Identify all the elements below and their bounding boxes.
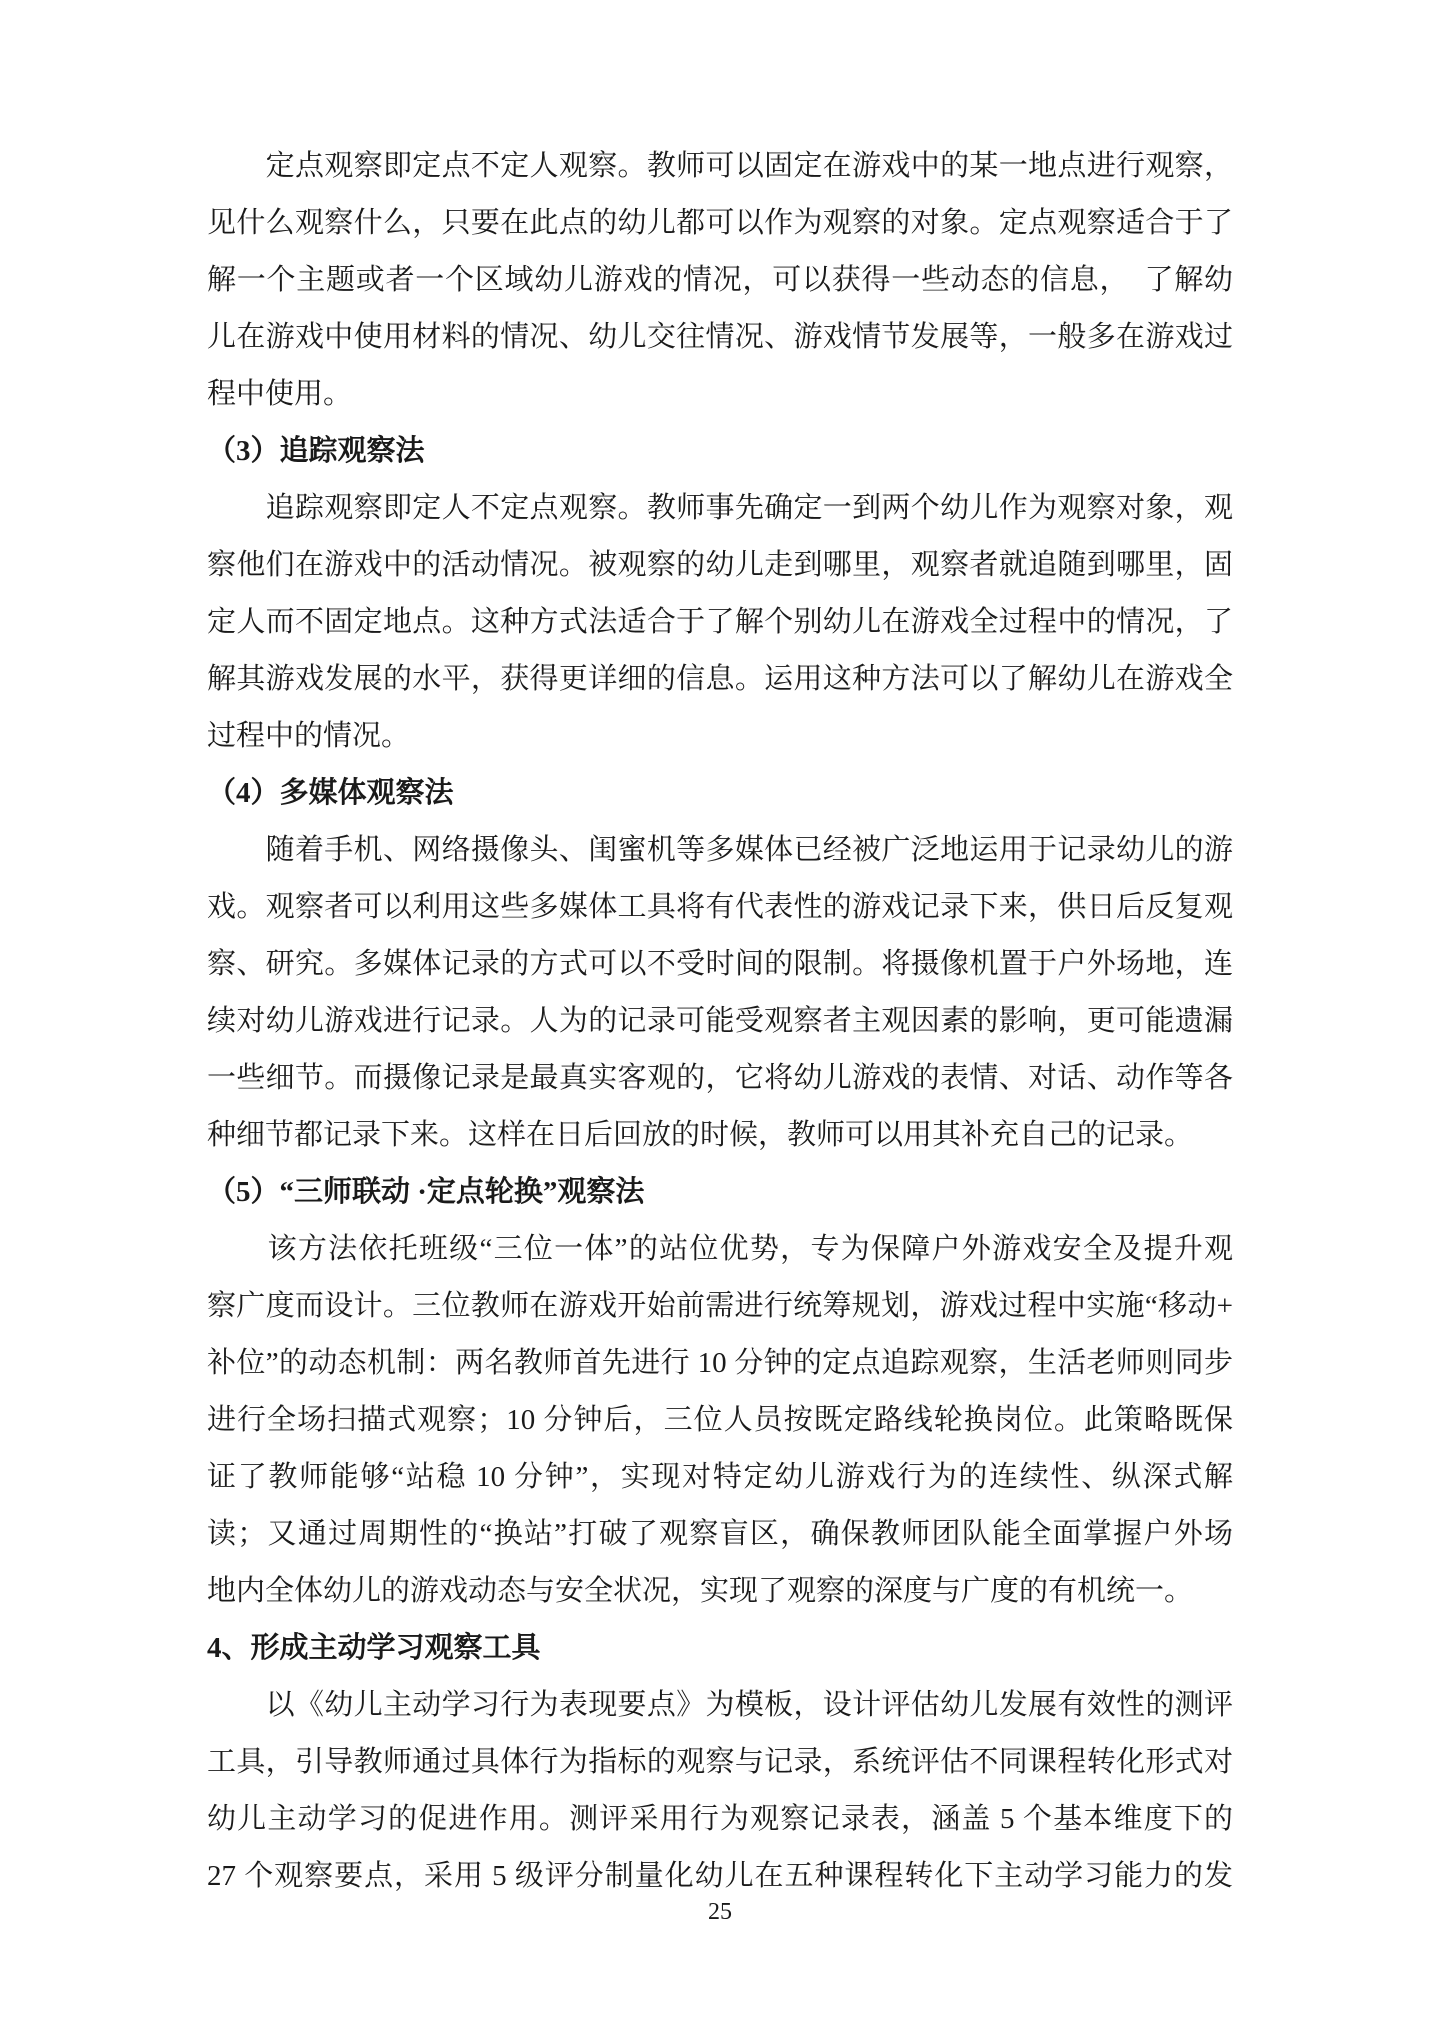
text-line: 续对幼儿游戏进行记录。人为的记录可能受观察者主观因素的影响，更可能遗漏 xyxy=(207,1005,1233,1037)
page-number: 25 xyxy=(708,1899,732,1925)
heading-line: （3）追踪观察法 xyxy=(207,435,425,467)
text-line: 程中使用。 xyxy=(207,378,353,410)
heading-line: （5）“三师联动 ·定点轮换”观察法 xyxy=(207,1176,645,1208)
text-line: 定人而不固定地点。这种方式法适合于了解个别幼儿在游戏全过程中的情况，了 xyxy=(207,606,1233,638)
text-line: 读；又通过周期性的“换站”打破了观察盲区，确保教师团队能全面掌握户外场 xyxy=(207,1518,1233,1550)
text-line: 进行全场扫描式观察；10 分钟后，三位人员按既定路线轮换岗位。此策略既保 xyxy=(207,1404,1233,1436)
text-line: 27 个观察要点，采用 5 级评分制量化幼儿在五种课程转化下主动学习能力的发 xyxy=(207,1860,1233,1892)
paragraph xyxy=(207,1221,1233,1620)
text-line: 工具，引导教师通过具体行为指标的观察与记录，系统评估不同课程转化形式对 xyxy=(207,1746,1233,1778)
section-heading xyxy=(207,765,1233,822)
paragraph xyxy=(207,138,1233,423)
paragraph xyxy=(207,822,1233,1164)
heading-line: （4）多媒体观察法 xyxy=(207,777,454,809)
text-line: 该方法依托班级“三位一体”的站位优势，专为保障户外游戏安全及提升观 xyxy=(207,1233,1233,1265)
section-heading xyxy=(207,1620,1233,1677)
document-body xyxy=(207,138,1233,1905)
text-line: 见什么观察什么，只要在此点的幼儿都可以作为观察的对象。定点观察适合于了 xyxy=(207,207,1233,239)
text-line: 幼儿主动学习的促进作用。测评采用行为观察记录表，涵盖 5 个基本维度下的 xyxy=(207,1803,1233,1835)
section-heading xyxy=(207,423,1233,480)
heading-line: 4、形成主动学习观察工具 xyxy=(207,1632,541,1664)
text-line: 察广度而设计。三位教师在游戏开始前需进行统筹规划，游戏过程中实施“移动+ xyxy=(207,1290,1233,1322)
paragraph xyxy=(207,480,1233,765)
text-line: 种细节都记录下来。这样在日后回放的时候，教师可以用其补充自己的记录。 xyxy=(207,1119,1194,1151)
text-line: 儿在游戏中使用材料的情况、幼儿交往情况、游戏情节发展等，一般多在游戏过 xyxy=(207,321,1233,353)
text-line: 一些细节。而摄像记录是最真实客观的，它将幼儿游戏的表情、对话、动作等各 xyxy=(207,1062,1233,1094)
text-line: 证了教师能够“站稳 10 分钟”，实现对特定幼儿游戏行为的连续性、纵深式解 xyxy=(207,1461,1233,1493)
text-line: 地内全体幼儿的游戏动态与安全状况，实现了观察的深度与广度的有机统一。 xyxy=(207,1575,1194,1607)
text-line: 察他们在游戏中的活动情况。被观察的幼儿走到哪里，观察者就追随到哪里，固 xyxy=(207,549,1233,581)
text-line: 戏。观察者可以利用这些多媒体工具将有代表性的游戏记录下来，供日后反复观 xyxy=(207,891,1233,923)
text-line: 定点观察即定点不定人观察。教师可以固定在游戏中的某一地点进行观察， xyxy=(207,150,1233,182)
text-line: 解一个主题或者一个区域幼儿游戏的情况，可以获得一些动态的信息， 了解幼 xyxy=(207,264,1233,296)
section-heading xyxy=(207,1164,1233,1221)
paragraph xyxy=(207,1677,1233,1905)
text-line: 解其游戏发展的水平，获得更详细的信息。运用这种方法可以了解幼儿在游戏全 xyxy=(207,663,1233,695)
text-line: 补位”的动态机制：两名教师首先进行 10 分钟的定点追踪观察，生活老师则同步 xyxy=(207,1347,1233,1379)
text-line: 随着手机、网络摄像头、闺蜜机等多媒体已经被广泛地运用于记录幼儿的游 xyxy=(207,834,1233,866)
text-line: 过程中的情况。 xyxy=(207,720,411,752)
text-line: 追踪观察即定人不定点观察。教师事先确定一到两个幼儿作为观察对象，观 xyxy=(207,492,1233,524)
text-line: 察、研究。多媒体记录的方式可以不受时间的限制。将摄像机置于户外场地，连 xyxy=(207,948,1233,980)
text-line: 以《幼儿主动学习行为表现要点》为模板，设计评估幼儿发展有效性的测评 xyxy=(207,1689,1233,1721)
